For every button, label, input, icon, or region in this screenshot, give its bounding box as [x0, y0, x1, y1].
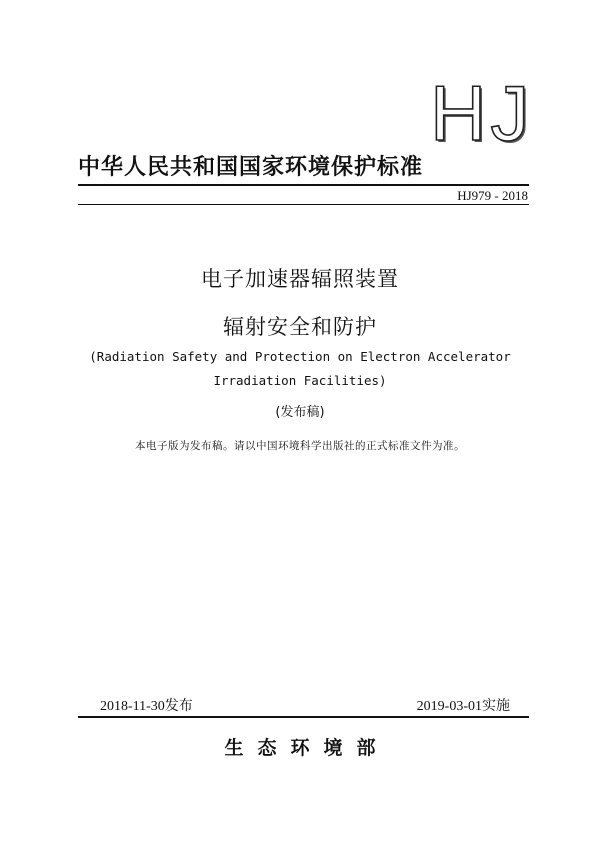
- document-title-line2: 辐射安全和防护: [223, 315, 377, 339]
- english-title-line1: (Radiation Safety and Protection on Electron Accelerator: [89, 349, 511, 364]
- organization-name: 中华人民共和国国家环境保护标准: [78, 155, 424, 180]
- english-title-line2: Irradiation Facilities): [213, 373, 387, 388]
- footer-divider: [78, 716, 529, 718]
- implement-date: 2019-03-01实施: [416, 699, 510, 714]
- standard-code: HJ979 - 2018: [457, 188, 528, 203]
- electronic-version-notice: 本电子版为发布稿。请以中国环境科学出版社的正式标准文件为准。: [135, 440, 465, 452]
- header-divider: [78, 184, 529, 186]
- draft-label: (发布稿): [275, 405, 325, 420]
- code-divider: [78, 204, 529, 205]
- publish-date: 2018-11-30发布: [100, 699, 193, 714]
- issuing-ministry: 生态环境部: [224, 737, 390, 759]
- document-title-line1: 电子加速器辐照装置: [201, 267, 399, 291]
- hj-logo: HJ: [430, 69, 534, 157]
